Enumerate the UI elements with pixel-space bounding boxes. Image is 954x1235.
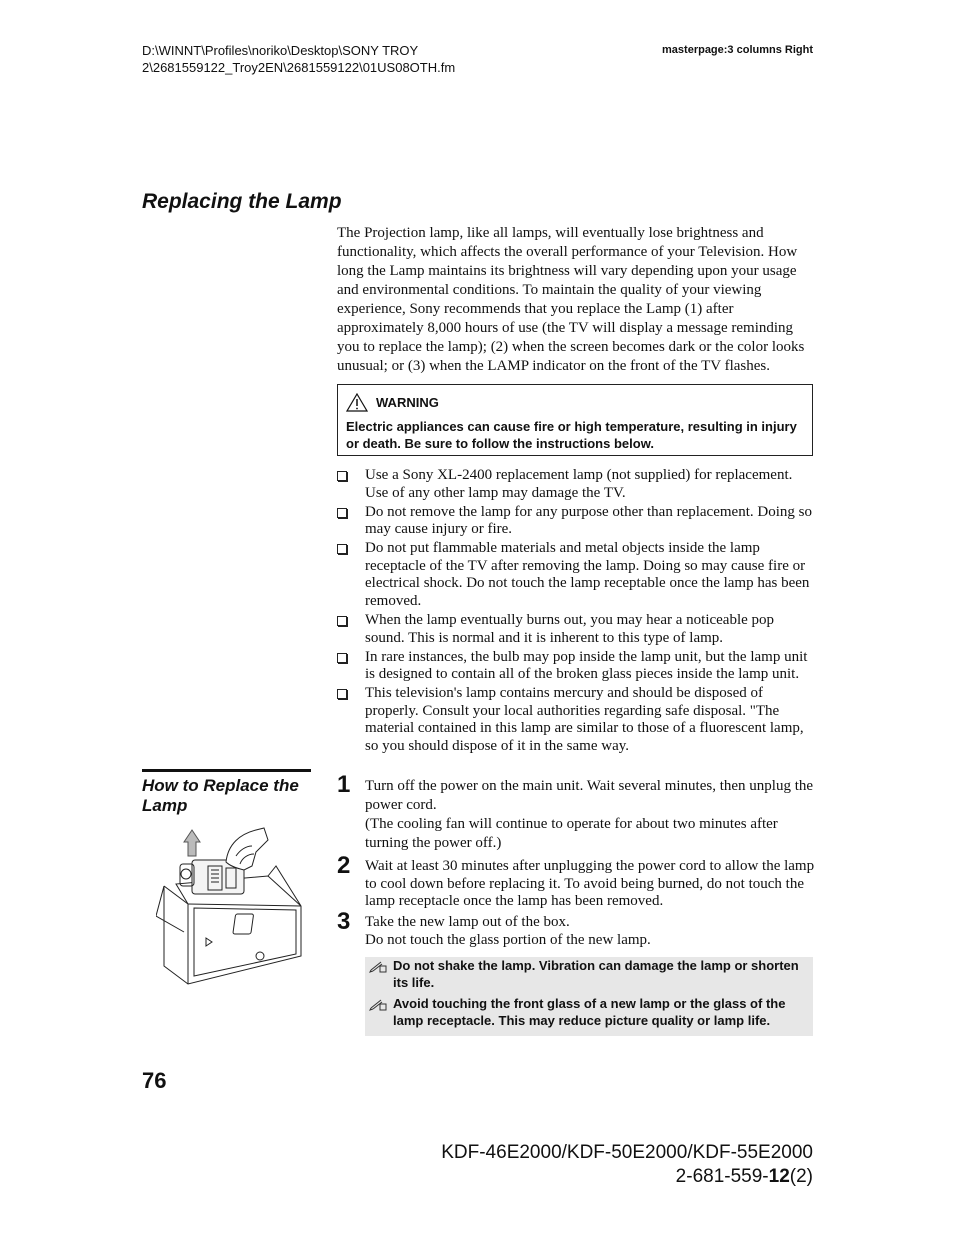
note-pencil-icon — [369, 997, 387, 1011]
page-number: 76 — [142, 1068, 167, 1093]
step-number: 2 — [337, 852, 351, 879]
list-item: When the lamp eventually burns out, you may hear a noticeable pop sound. This is normal and it is inherent to this type of lamp. — [337, 612, 813, 647]
warning-label: WARNING — [376, 395, 439, 410]
step-text: Take the new lamp out of the box. Do not touch the glass portion of the new lamp. — [365, 914, 651, 948]
list-item: Use a Sony XL-2400 replacement lamp (not supplied) for replacement. Use of any other lamp may damage the TV. — [337, 467, 813, 502]
warning-header — [346, 393, 804, 412]
list-item: This television's lamp contains mercury and should be disposed of properly. Consult your local authorities regarding safe disposal. "The material contained in this lamp are similar to those of a fluorescent lamp, so you should dispose of it in the same way. — [337, 685, 813, 755]
step-text: Wait at least 30 minutes after unplugging the power cord to allow the lamp to cool down before replacing it. To avoid being burned, do not touch the lamp receptacle once the lamp has been removed. — [365, 858, 815, 909]
checkbox-bullet-icon — [337, 508, 347, 518]
checkbox-bullet-icon — [337, 616, 347, 626]
checkbox-bullet-icon — [337, 689, 347, 699]
notes-box — [365, 957, 813, 1036]
precautions-list — [337, 467, 813, 757]
checkbox-bullet-icon — [337, 471, 347, 481]
step-number: 1 — [337, 771, 351, 798]
list-item: In rare instances, the bulb may pop inside the lamp unit, but the lamp unit is designed to contain all of the broken glass pieces inside the lamp unit. — [337, 649, 813, 684]
checkbox-bullet-icon — [337, 653, 347, 663]
list-item: Do not remove the lamp for any purpose other than replacement. Doing so may cause injury or fire. — [337, 504, 813, 539]
warning-box — [337, 384, 813, 456]
file-path-line-2: 2\2681559122_Troy2EN\2681559122\01US08OTH.fm — [142, 60, 456, 75]
masterpage-label: masterpage:3 columns Right — [662, 44, 813, 56]
intro-paragraph: The Projection lamp, like all lamps, will eventually lose brightness and functionality, which affects the overall performance of your Television. How long the Lamp maintains its brightness will vary depending upon your usage and environmental conditions. To maintain the quality of your viewing experience, Sony recommends that you replace the Lamp (1) after approximately 8,000 hours of use (the TV will display a message reminding you to replace the lamp); (2) when the screen becomes dark or the color looks unusual; or (3) when the LAMP indicator on the front of the TV flashes. — [337, 225, 805, 374]
step-number: 3 — [337, 908, 351, 935]
step-text: Turn off the power on the main unit. Wait several minutes, then unplug the power cord. (The cooling fan will continue to operate for about two minutes after turning the power off.) — [365, 778, 814, 851]
subsection-title: How to Replace the Lamp — [142, 776, 299, 815]
note-2: Avoid touching the front glass of a new lamp or the glass of the lamp receptacle. This may reduce picture quality or lamp life. — [393, 996, 786, 1028]
file-path — [142, 42, 455, 76]
file-path-line-1: D:\WINNT\Profiles\noriko\Desktop\SONY TROY — [142, 43, 419, 58]
model-info — [441, 1141, 813, 1189]
warning-triangle-icon — [346, 393, 368, 412]
model-line: KDF-46E2000/KDF-50E2000/KDF-55E2000 — [441, 1142, 813, 1163]
part-code: 2-681-559-12(2) — [675, 1166, 813, 1187]
lamp-removal-illustration-icon — [156, 826, 306, 986]
page-title: Replacing the Lamp — [142, 190, 342, 213]
warning-text: Electric appliances can cause fire or high temperature, resulting in injury or death. Be sure to follow the instructions below. — [346, 419, 797, 451]
subsection-rule — [142, 769, 311, 772]
note-pencil-icon — [369, 959, 387, 973]
list-item: Do not put flammable materials and metal objects inside the lamp receptacle of the TV after removing the lamp. Doing so may cause fire or electrical shock. Do not touch the lamp receptable once the lamp has been removed. — [337, 540, 813, 610]
checkbox-bullet-icon — [337, 544, 347, 554]
note-1: Do not shake the lamp. Vibration can damage the lamp or shorten its life. — [393, 958, 799, 990]
